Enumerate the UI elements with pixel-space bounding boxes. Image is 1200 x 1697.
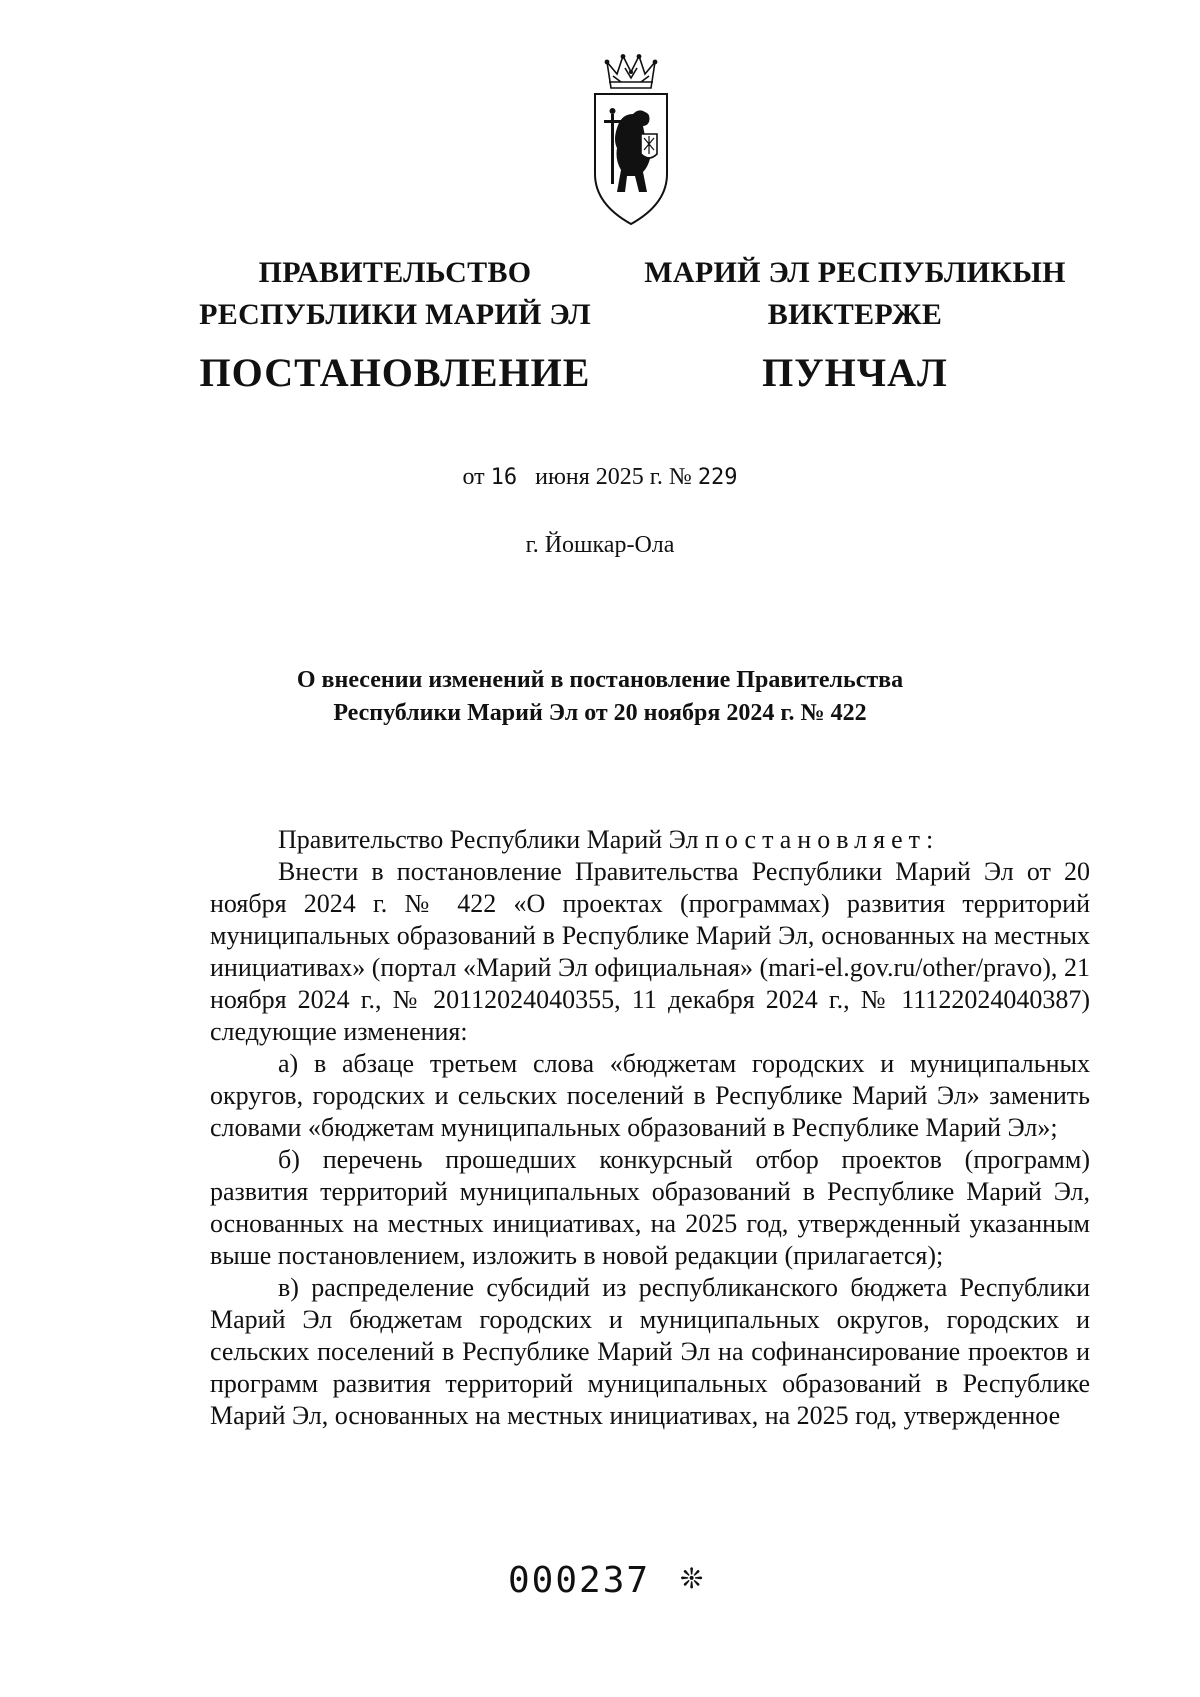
security-mark-icon: ❊: [680, 1562, 704, 1595]
document-date-line: [0, 464, 1200, 491]
title-line1: О внесении изменений в постановление Правительства: [296, 667, 904, 693]
header-left-line2: РЕСПУБЛИКИ МАРИЙ ЭЛ: [199, 298, 591, 331]
document-city: г. Йошкар-Ола: [525, 532, 675, 558]
document-type-russian: ПОСТАНОВЛЕНИЕ: [199, 350, 591, 395]
document-title: [200, 664, 1000, 730]
body-paragraph: Внести в постановление Правительства Республики Марий Эл от 20 ноября 2024 г. № 422 «О проектах (программах) развития территорий муниципальных образований в Республике Марий Эл, основанных на местных инициативах» (портал «Марий Эл официальная» (mari-el.gov.ru/other/pravo), 21 ноября 2024 г., № 20112024040355, 11 декабря 2024 г., № 11122024040387) следующие изменения:: [210, 857, 1090, 1046]
document-number: 229: [697, 465, 738, 490]
body-paragraph: а) в абзаце третьем слова «бюджетам городских и муниципальных округов, городских и сельских поселений в Республике Марий Эл» заменить словами «бюджетам муниципальных образований в Республике Марий Эл»;: [210, 1049, 1090, 1142]
header-mari: [640, 252, 1070, 398]
document-type-mari: ПУНЧАЛ: [762, 350, 948, 395]
header-russian: [190, 252, 600, 398]
body-paragraph: б) перечень прошедших конкурсный отбор проектов (программ) развития территорий муниципальных образований в Республике Марий Эл, основанных на местных инициативах, на 2025 год, утвержденный указанным выше постановлением, изложить в новой редакции (прилагается);: [210, 1145, 1090, 1270]
coat-of-arms-icon: [587, 54, 675, 226]
intro-text: Правительство Республики Марий Эл: [278, 825, 699, 854]
header-left-line1: ПРАВИТЕЛЬСТВО: [258, 256, 532, 289]
date-prefix: от: [462, 464, 485, 490]
title-line2: Республики Марий Эл от 20 ноября 2024 г. № 422: [333, 700, 867, 726]
header-right-line1: МАРИЙ ЭЛ РЕСПУБЛИКЫН: [644, 256, 1066, 289]
body-intro: [210, 824, 1090, 856]
intro-decree-word: постановляет:: [704, 825, 940, 854]
date-day: 16: [490, 465, 518, 490]
date-month-year: июня 2025 г. №: [535, 464, 692, 490]
serial-number: 000237: [508, 1560, 651, 1601]
header-right-line2: ВИКТЕРЖЕ: [767, 298, 943, 331]
body-paragraph: в) распределение субсидий из республиканского бюджета Республики Марий Эл бюджетам городских и муниципальных округов, городских и сельских поселений в Республике Марий Эл на софинансирование проектов и программ развития территорий муниципальных образований в Республике Марий Эл, основанных на местных инициативах, на 2025 год, утвержденное: [210, 1273, 1090, 1430]
document-body: [210, 824, 1090, 1432]
